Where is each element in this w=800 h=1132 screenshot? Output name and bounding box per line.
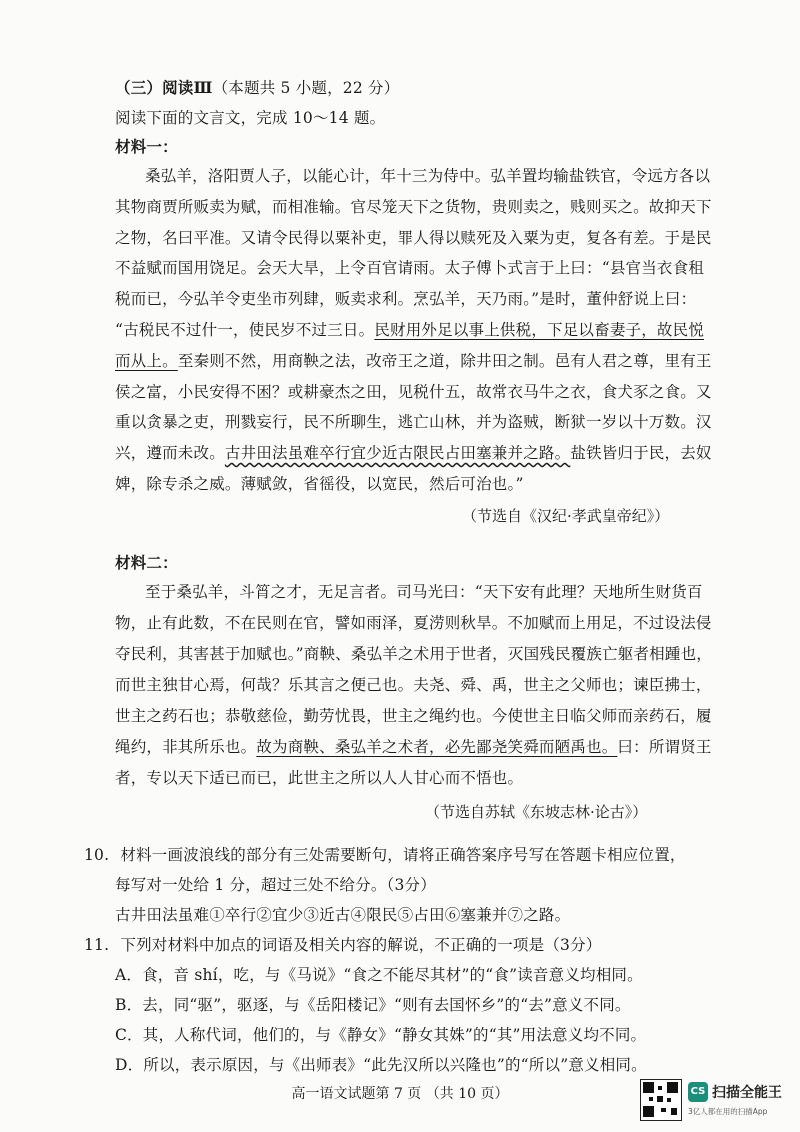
option-d: D．所以，表示原因，与《出师表》“此先汉所以兴隆也”的“所以”意义相同。 — [115, 1056, 647, 1074]
material1-line: 税而已，今弘羊令吏坐市列肆，贩卖求利。烹弘羊，天乃雨。”是时，董仲舒说上曰： — [115, 290, 697, 308]
material1-line: 桑弘羊，洛阳贾人子，以能心计，年十三为侍中。弘羊置均输盐铁官，令远方各以 — [145, 167, 711, 185]
material1-line: 侯之富，小民安得不困？或耕豪杰之田，见税什五，故常衣马牛之衣，食犬豕之食。又 — [115, 383, 712, 401]
question-10 — [84, 845, 686, 865]
question-stem: 下列对材料中加点的词语及相关内容的解说，不正确的一项是（3分） — [120, 936, 602, 954]
qr-code-icon — [640, 1079, 682, 1121]
camscanner-tagline: 3亿人都在用的扫描App — [688, 1107, 768, 1116]
wavy-underlined-sentence: 古井田法虽难卒行宜少近古限民占田塞兼并之路。 — [224, 444, 571, 462]
question-text: 材料一画波浪线的部分有三处需要断句，请将正确答案序号写在答题卡相应位置， — [120, 846, 686, 864]
material2-line: 至于桑弘羊，斗筲之才，无足言者。司马光曰：“天下安有此理？天地所生财货百 — [145, 583, 703, 601]
option-c: C．其，人称代词，他们的，与《静女》“静女其姝”的“其”用法意义均不同。 — [115, 1026, 647, 1044]
material1-line: 其物商贾所贩卖为赋，而相准输。官尽笼天下之货物，贵则卖之，贱则买之。故抑天下 — [115, 198, 712, 216]
question-11 — [84, 935, 601, 955]
question-10-text: 每写对一处给 1 分，超过三处不给分。（3分） — [115, 876, 436, 894]
material1-line: 兴，遵而未改。古井田法虽难卒行宜少近古限民占田塞兼并之路。盐铁皆归于民，去奴 — [115, 444, 712, 462]
option-b: B．去，同“驱”，驱逐，与《岳阳楼记》“则有去国怀乡”的“去”意义不同。 — [115, 996, 631, 1014]
section-heading — [115, 78, 399, 98]
material2-line: 而世主独甘心焉，何哉？乐其言之便己也。夫尧、舜、禹，世主之父师也；谏臣拂士， — [115, 676, 712, 694]
underlined-sentence: 而从上。 — [115, 352, 178, 370]
material1-line: 重以贪暴之吏，刑戮妄行，民不所聊生，逃亡山林，并为盗贼，断狱一岁以十万数。汉 — [115, 413, 712, 431]
camscanner-logo-icon: CS — [688, 1082, 708, 1102]
material1-source: （节选自《汉纪·孝武皇帝纪》） — [462, 507, 670, 525]
camscanner-name: 扫描全能王 — [712, 1085, 782, 1101]
material2-source: （节选自苏轼《东坡志林·论古》） — [425, 803, 648, 821]
material2-line: 夺民利，其害甚于加赋也。”商鞅、桑弘羊之术用于世者，灭国残民覆族亡躯者相踵也， — [115, 645, 712, 663]
page-footer: 高一语文试题第 7 页 （共 10 页） — [291, 1086, 509, 1102]
material1-line: “古税民不过什一，使民岁不过三日。民财用外足以事上供税，下足以畜妻子，故民悦 — [115, 321, 705, 339]
question-number: 10. — [84, 846, 110, 864]
section-note: （本题共 5 小题，22 分） — [212, 79, 400, 97]
material2-label: 材料二： — [115, 553, 178, 572]
material2-line: 世主之药石也；恭敬慈俭，勤劳忧畏，世主之绳约也。今使世主日临父师而亲药石，履 — [115, 707, 712, 725]
material1-line: 之物，名曰平准。又请令民得以粟补吏，罪人得以赎死及入粟为吏，复各有差。于是民 — [115, 229, 712, 247]
material2-line: 绳约，非其所乐也。故为商鞅、桑弘羊之术者，必先鄙尧笑舜而陋禹也。曰：所谓贤王 — [115, 738, 712, 756]
underlined-sentence: 故为商鞅、桑弘羊之术者，必先鄙尧笑舜而陋禹也。 — [256, 738, 618, 756]
material1-line: 不益赋而国用饶足。会天大旱，上令百官请雨。太子傅卜式言于上曰：“县官当衣食租 — [115, 259, 705, 277]
section-number: （三） — [115, 78, 163, 97]
material2-line: 物，止有此数，不在民则在官，譬如雨泽，夏涝则秋旱。不加赋而上用足，不过设法侵 — [115, 614, 712, 632]
material2-line: 者，专以天下适已而已，此世主之所以人人甘心而不悟也。 — [115, 769, 524, 787]
question-number: 11. — [84, 936, 110, 954]
reading-instruction: 阅读下面的文言文，完成 10～14 题。 — [115, 109, 386, 127]
question-10-sentence: 古井田法虽难①卒行②宜少③近古④限民⑤占田⑥塞兼并⑦之路。 — [115, 906, 571, 924]
material1-line: 婢，除专杀之威。薄赋敛，省徭役，以宽民，然后可治也。” — [115, 475, 524, 493]
material1-label: 材料一： — [115, 137, 178, 156]
material1-line: 而从上。至秦则不然，用商鞅之法，改帝王之道，除井田之制。邑有人君之尊，里有王 — [115, 352, 712, 370]
underlined-sentence: 民财用外足以事上供税，下足以畜妻子，故民悦 — [374, 321, 705, 339]
section-title: 阅读Ⅲ — [162, 78, 213, 97]
option-a: A．食，音 shí，吃，与《马说》“食之不能尽其材”的“食”读音意义均相同。 — [115, 966, 643, 984]
